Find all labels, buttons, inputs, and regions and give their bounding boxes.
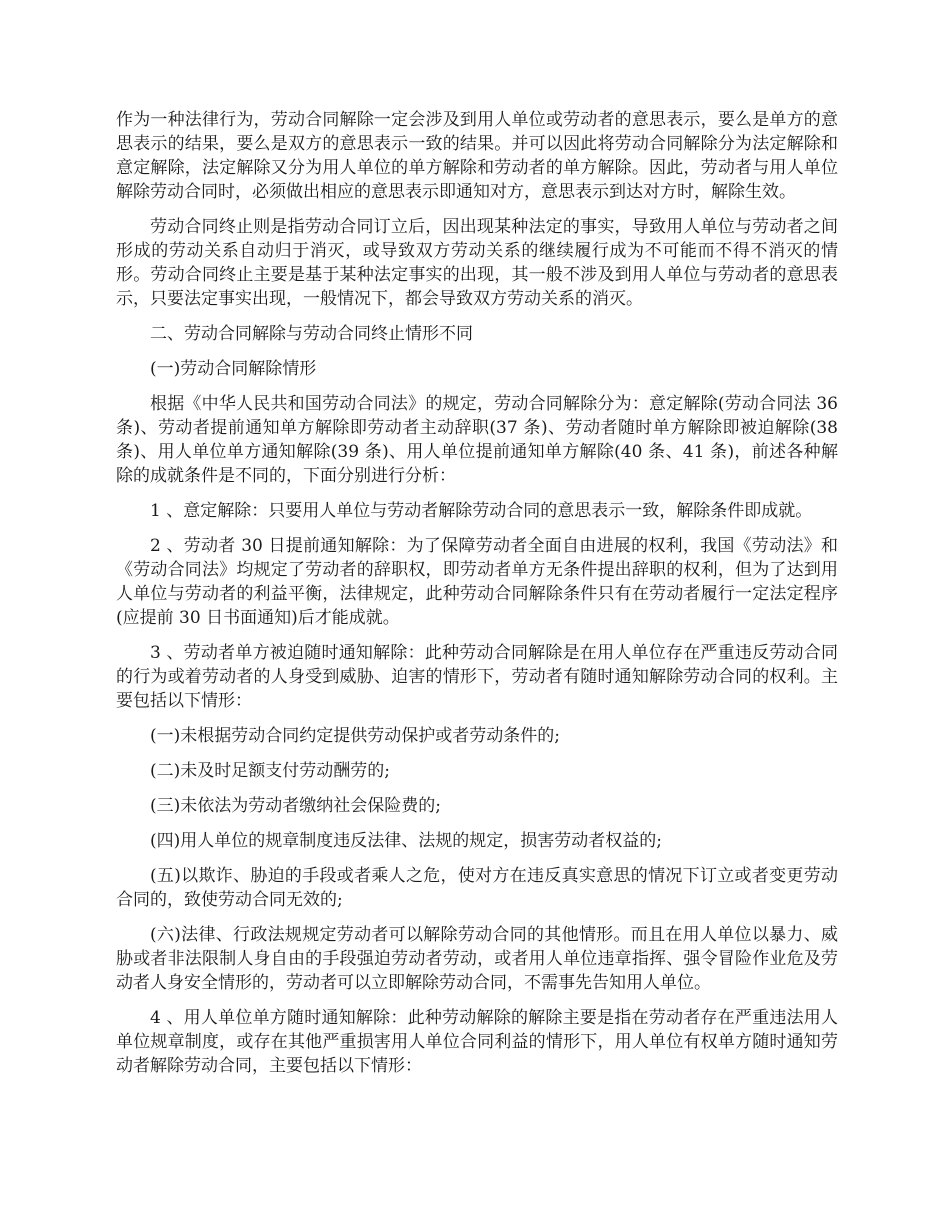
sub-list-item: (三)未依法为劳动者缴纳社会保险费的; bbox=[150, 796, 441, 816]
list-item: 1 、意定解除：只要用人单位与劳动者解除劳动合同的意思表示一致，解除条件即成就。 bbox=[150, 501, 813, 521]
sub-list-item: (二)未及时足额支付劳动酬劳的; bbox=[150, 761, 390, 781]
document-body bbox=[116, 108, 838, 1089]
list-item: 3 、劳动者单方被迫随时通知解除：此种劳动合同解除是在用人单位存在严重违反劳动合同的行为或着劳动者的人身受到威胁、迫害的情形下，劳动者有随时通知解除劳动合同的权利。主要包括以下情形： bbox=[116, 643, 838, 711]
paragraph-intro: 作为一种法律行为，劳动合同解除一定会涉及到用人单位或劳动者的意思表示，要么是单方的意思表示的结果，要么是双方的意思表示一致的结果。并可以因此将劳动合同解除分为法定解除和意定解除，法定解除又分为用人单位的单方解除和劳动者的单方解除。因此，劳动者与用人单位解除劳动合同时，必须做出相应的意思表示即通知对方，意思表示到达对方时，解除生效。 bbox=[116, 110, 838, 202]
sub-list-item: (四)用人单位的规章制度违反法律、法规的规定，损害劳动者权益的; bbox=[150, 831, 662, 851]
paragraph-law-basis: 根据《中华人民共和国劳动合同法》的规定，劳动合同解除分为：意定解除(劳动合同法 36 条)、劳动者提前通知单方解除即劳动者主动辞职(37 条)、劳动者随时单方解除即被迫解除(38 条)、用人单位单方通知解除(39 条)、用人单位提前通知单方解除(40 条、41 条)，前述各种解除的成就条件是不同的，下面分别进行分析： bbox=[116, 394, 838, 486]
list-item: 2 、劳动者 30 日提前通知解除：为了保障劳动者全面自由进展的权利，我国《劳动法》和《劳动合同法》均规定了劳动者的辞职权，即劳动者单方无条件提出辞职的权利，但为了达到用人单位与劳动者的利益平衡，法律规定，此种劳动合同解除条件只有在劳动者履行一定法定程序(应提前 30 日书面通知)后才能成就。 bbox=[116, 536, 838, 628]
sub-list-item: (六)法律、行政法规规定劳动者可以解除劳动合同的其他情形。而且在用人单位以暴力、威胁或者非法限制人身自由的手段强迫劳动者劳动，或者用人单位违章指挥、强令冒险作业危及劳动者人身安全情形的，劳动者可以立即解除劳动合同，不需事先告知用人单位。 bbox=[116, 925, 838, 993]
sub-list-item: (五)以欺诈、胁迫的手段或者乘人之危，使对方在违反真实意思的情况下订立或者变更劳动合同的，致使劳动合同无效的; bbox=[116, 866, 838, 910]
list-item: 4 、用人单位单方随时通知解除：此种劳动解除的解除主要是指在劳动者存在严重违法用人单位规章制度，或存在其他严重损害用人单位合同利益的情形下，用人单位有权单方随时通知劳动者解除劳动合同，主要包括以下情形： bbox=[116, 1008, 838, 1076]
subsection-heading: (一)劳动合同解除情形 bbox=[150, 359, 317, 379]
paragraph-termination: 劳动合同终止则是指劳动合同订立后，因出现某种法定的事实，导致用人单位与劳动者之间形成的劳动关系自动归于消灭，或导致双方劳动关系的继续履行成为不可能而不得不消灭的情形。劳动合同终止主要是基于某种法定事实的出现，其一般不涉及到用人单位与劳动者的意思表示，只要法定事实出现，一般情况下，都会导致双方劳动关系的消灭。 bbox=[116, 217, 838, 309]
section-heading: 二、劳动合同解除与劳动合同终止情形不同 bbox=[150, 324, 473, 344]
sub-list-item: (一)未根据劳动合同约定提供劳动保护或者劳动条件的; bbox=[150, 726, 560, 746]
